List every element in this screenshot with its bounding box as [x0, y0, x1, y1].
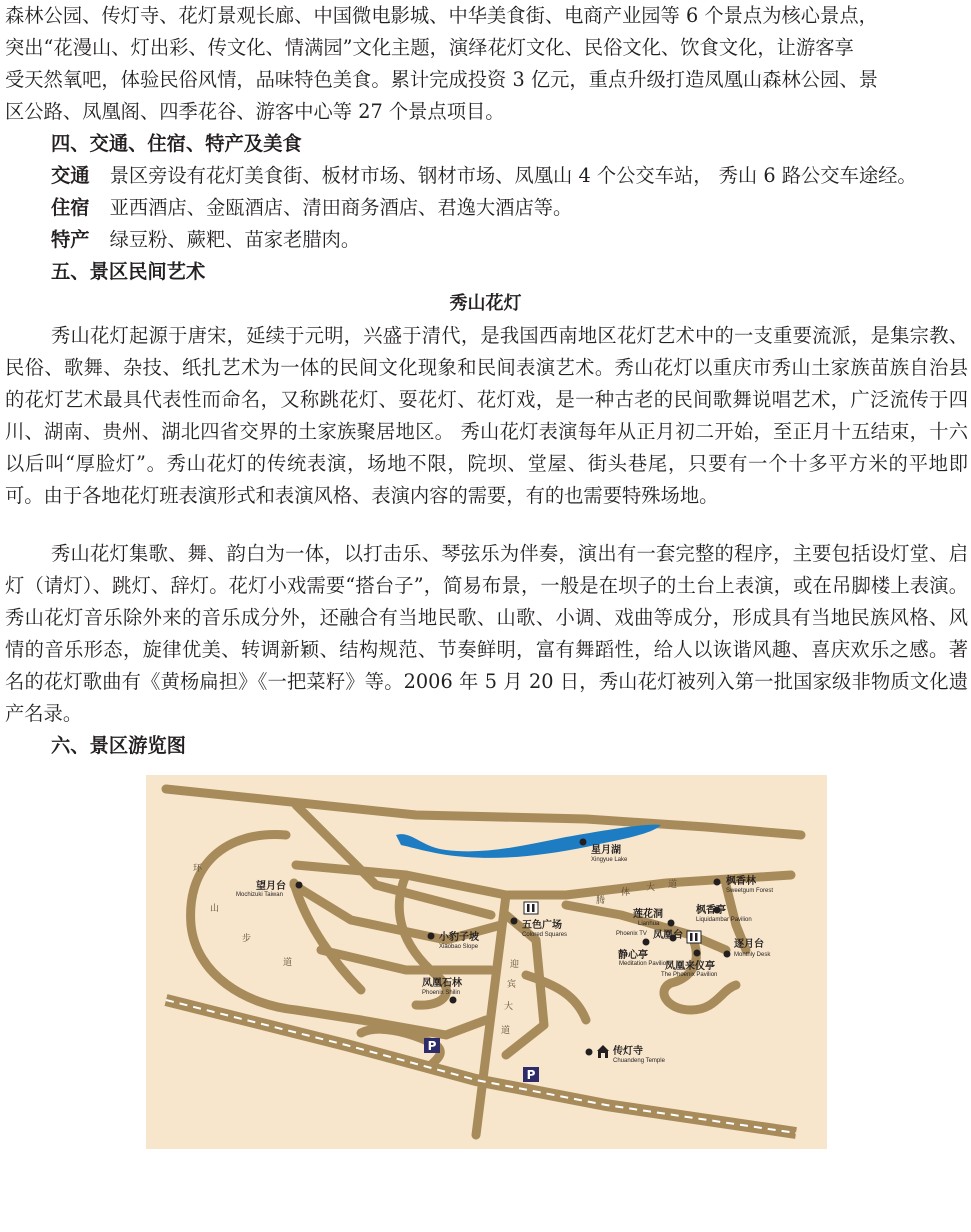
- svg-text:莲花洞: 莲花洞: [633, 909, 663, 920]
- svg-text:体: 体: [621, 888, 631, 898]
- map-canvas: [146, 775, 827, 1149]
- location-dot-icon: [580, 839, 587, 846]
- svg-text:逐月台: 逐月台: [734, 939, 764, 950]
- svg-text:大: 大: [504, 1002, 514, 1012]
- location-dot-icon: [586, 1049, 593, 1056]
- transport-text: 景区旁设有花灯美食街、板材市场、钢材市场、凤凰山 4 个公交车站， 秀山 6 路公交车途经。: [109, 164, 917, 187]
- svg-text:The Phoenix Pavilion: The Phoenix Pavilion: [661, 972, 718, 978]
- svg-text:Sweetgum Forest: Sweetgum Forest: [726, 888, 774, 894]
- svg-text:腾: 腾: [596, 896, 606, 906]
- svg-text:静心亭: 静心亭: [618, 950, 648, 961]
- section-6-heading: 六、景区游览图: [51, 734, 186, 757]
- restroom-icon: [687, 931, 701, 943]
- location-dot-icon: [511, 918, 518, 925]
- svg-text:大: 大: [646, 883, 656, 893]
- svg-text:凤凰台: 凤凰台: [653, 930, 683, 941]
- section-4-heading: 四、交通、住宿、特产及美食: [51, 132, 302, 155]
- svg-text:Lianhua: Lianhua: [638, 921, 660, 927]
- svg-text:星月湖: 星月湖: [591, 845, 621, 856]
- svg-text:Monthly Desk: Monthly Desk: [734, 952, 771, 958]
- svg-text:Phoenix TV: Phoenix TV: [616, 931, 647, 937]
- lodging-row: [51, 192, 572, 224]
- svg-text:道: 道: [668, 880, 678, 890]
- svg-text:环: 环: [193, 864, 203, 874]
- specialty-row: [51, 224, 360, 256]
- location-dot-icon: [714, 879, 721, 886]
- svg-text:道: 道: [283, 958, 293, 968]
- svg-text:Mochizuki Taiwan: Mochizuki Taiwan: [236, 892, 283, 898]
- transport-label: 交通: [51, 164, 90, 187]
- lodging-label: 住宿: [51, 196, 90, 219]
- section-5-heading: 五、景区民间艺术: [51, 260, 206, 283]
- svg-text:凤凰石林: 凤凰石林: [422, 978, 462, 989]
- svg-text:枫香林: 枫香林: [726, 876, 756, 887]
- huadeng-subtitle: 秀山花灯: [449, 293, 522, 314]
- svg-text:Xingyue Lake: Xingyue Lake: [591, 857, 628, 863]
- location-dot-icon: [724, 951, 731, 958]
- transport-row: [51, 160, 917, 192]
- svg-text:迎: 迎: [510, 960, 520, 970]
- location-dot-icon: [450, 997, 457, 1004]
- parking-icon: [424, 1038, 440, 1053]
- location-dot-icon: [296, 882, 303, 889]
- location-dot-icon: [694, 950, 701, 957]
- huadeng-paragraph-2: 秀山花灯集歌、舞、韵白为一体，以打击乐、琴弦乐为伴奏，演出有一套完整的程序，主要包括设灯堂、启灯（请灯）、跳灯、辞灯。花灯小戏需要“搭台子”，简易布景，一般是在坝子的土台上表演，或在吊脚楼上表演。秀山花灯音乐除外来的音乐成分外，还融合有当地民歌、山歌、小调、戏曲等成分，形成具有当地民族风格、风情的音乐形态，旋律优美、转调新颖、结构规范、节奏鲜明，富有舞蹈性，给人以诙谐风趣、喜庆欢乐之感。著名的花灯歌曲有《黄杨扁担》《一把菜籽》等。2006 年 5 月 20 日，秀山花灯被列入第一批国家级非物质文化遗产名录。: [5, 542, 968, 725]
- parking-icon: [523, 1067, 539, 1082]
- intro-line-1: 森林公园、传灯寺、花灯景观长廊、中国微电影城、中华美食街、电商产业园等 6 个景点为核心景点，: [5, 4, 878, 27]
- svg-text:P: P: [427, 1039, 437, 1053]
- intro-line-3: 受天然氧吧，体验民俗风情，品味特色美食。累计完成投资 3 亿元，重点升级打造凤凰山森林公园、景: [5, 68, 878, 91]
- svg-text:P: P: [526, 1068, 536, 1082]
- svg-text:Xiaobao Slope: Xiaobao Slope: [439, 944, 479, 950]
- svg-text:枫香亭: 枫香亭: [696, 905, 726, 916]
- svg-text:步: 步: [242, 934, 252, 944]
- location-dot-icon: [428, 933, 435, 940]
- svg-text:五色广场: 五色广场: [522, 920, 562, 931]
- svg-text:Phoenix Shilin: Phoenix Shilin: [422, 990, 461, 996]
- location-dot-icon: [668, 920, 675, 927]
- svg-text:Chuandeng Temple: Chuandeng Temple: [613, 1058, 665, 1064]
- svg-text:凤凰来仪亭: 凤凰来仪亭: [665, 961, 715, 972]
- intro-line-2: 突出“花漫山、灯出彩、传文化、情满园”文化主题，演绎花灯文化、民俗文化、饮食文化，让游客享: [5, 36, 854, 59]
- scenic-area-map: [146, 775, 827, 1149]
- intro-line-4: 区公路、凤凰阁、四季花谷、游客中心等 27 个景点项目。: [5, 100, 505, 123]
- svg-text:Meditation Pavilion: Meditation Pavilion: [619, 961, 670, 967]
- specialty-text: 绿豆粉、蕨粑、苗家老腊肉。: [109, 228, 361, 251]
- location-dot-icon: [643, 939, 650, 946]
- svg-text:传灯寺: 传灯寺: [613, 1046, 643, 1057]
- svg-text:Liquidambar Pavilion: Liquidambar Pavilion: [696, 917, 752, 923]
- svg-text:宾: 宾: [507, 980, 517, 990]
- svg-text:小豹子坡: 小豹子坡: [439, 932, 479, 943]
- lodging-text: 亚西酒店、金瓯酒店、清田商务酒店、君逸大酒店等。: [109, 196, 573, 219]
- svg-text:望月台: 望月台: [256, 881, 286, 892]
- svg-text:山: 山: [210, 904, 220, 914]
- svg-text:Colored Squares: Colored Squares: [522, 932, 568, 938]
- specialty-label: 特产: [51, 228, 90, 251]
- svg-text:道: 道: [501, 1026, 511, 1036]
- huadeng-paragraph-1: 秀山花灯起源于唐宋，延续于元明，兴盛于清代，是我国西南地区花灯艺术中的一支重要流派，是集宗教、民俗、歌舞、杂技、纸扎艺术为一体的民间文化现象和民间表演艺术。秀山花灯以重庆市秀山土家族苗族自治县的花灯艺术最具代表性而命名，又称跳花灯、耍花灯、花灯戏，是一种古老的民间歌舞说唱艺术，广泛流传于四川、湖南、贵州、湖北四省交界的土家族聚居地区。 秀山花灯表演每年从正月初二开始，至正月十五结束，十六以后叫“厚脸灯”。秀山花灯的传统表演，场地不限，院坝、堂屋、街头巷尾，只要有一个十多平方米的平地即可。由于各地花灯班表演形式和表演风格、表演内容的需要，有的也需要特殊场地。: [5, 324, 968, 507]
- restroom-icon: [524, 902, 538, 914]
